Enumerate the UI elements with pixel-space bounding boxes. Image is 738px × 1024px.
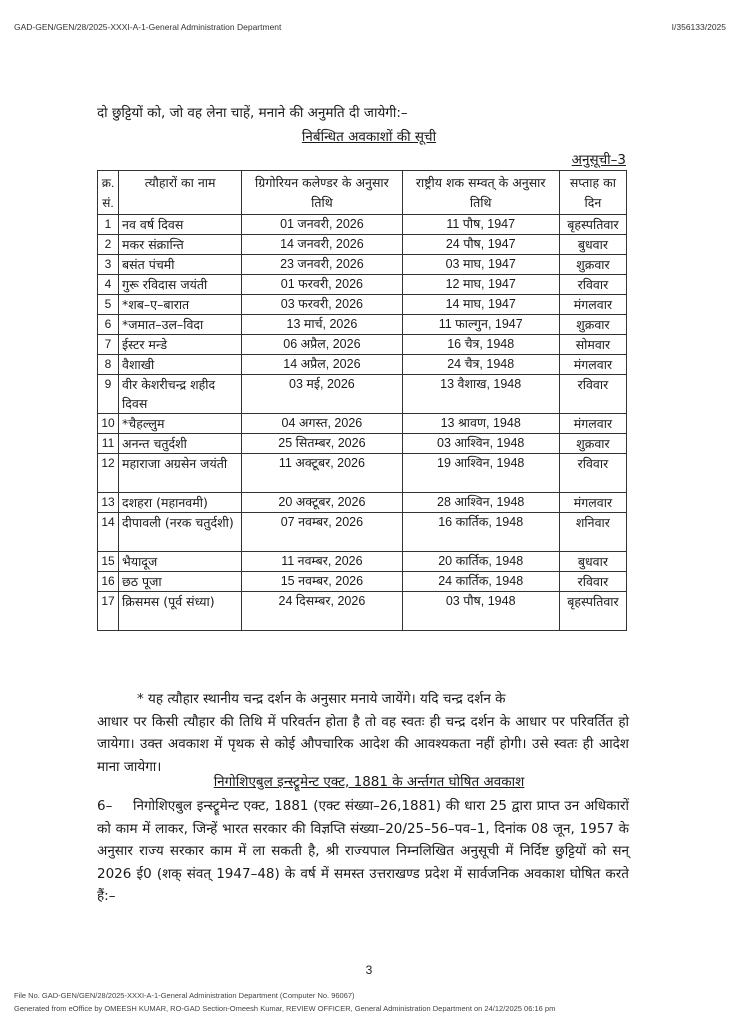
cell-festival-name: नव वर्ष दिवस bbox=[119, 215, 242, 235]
cell-festival-name: दशहरा (महानवमी) bbox=[119, 493, 242, 513]
cell-festival-name: गुरू रविदास जयंती bbox=[119, 275, 242, 295]
cell-festival-name: ईस्टर मन्डे bbox=[119, 335, 242, 355]
table-row bbox=[98, 255, 627, 275]
cell-gregorian-date: 07 नवम्बर, 2026 bbox=[242, 513, 402, 552]
page-number: 3 bbox=[365, 963, 373, 977]
negotiable-instruments-section-title bbox=[0, 772, 738, 790]
cell-saka-date: 24 कार्तिक, 1948 bbox=[402, 572, 559, 592]
cell-serial: 15 bbox=[98, 552, 119, 572]
cell-serial: 5 bbox=[98, 295, 119, 315]
schedule-label: अनुसूची–3 bbox=[571, 152, 626, 168]
cell-festival-name: मकर संक्रान्ति bbox=[119, 235, 242, 255]
cell-gregorian-date: 15 नवम्बर, 2026 bbox=[242, 572, 402, 592]
table-row bbox=[98, 552, 627, 572]
table-row bbox=[98, 215, 627, 235]
cell-saka-date: 13 श्रावण, 1948 bbox=[402, 414, 559, 434]
table-row bbox=[98, 572, 627, 592]
header-file-reference: GAD-GEN/GEN/28/2025-XXXI-A-1-General Administration Department bbox=[14, 22, 282, 32]
cell-serial: 9 bbox=[98, 375, 119, 414]
cell-saka-date: 24 पौष, 1947 bbox=[402, 235, 559, 255]
cell-gregorian-date: 04 अगस्त, 2026 bbox=[242, 414, 402, 434]
cell-festival-name: छठ पूजा bbox=[119, 572, 242, 592]
cell-weekday: शुक्रवार bbox=[559, 315, 626, 335]
header-serial: क्र. सं. bbox=[98, 171, 119, 215]
cell-gregorian-date: 24 दिसम्बर, 2026 bbox=[242, 592, 402, 631]
cell-festival-name: क्रिसमस (पूर्व संध्या) bbox=[119, 592, 242, 631]
footer-generated-info: Generated from eOffice by OMEESH KUMAR, RO-GAD Section-Omeesh Kumar, REVIEW OFFICER, General Administration Department on 24/12/2025 06:16 pm bbox=[14, 1004, 556, 1013]
paragraph-6 bbox=[97, 795, 629, 908]
cell-serial: 12 bbox=[98, 454, 119, 493]
cell-saka-date: 03 माघ, 1947 bbox=[402, 255, 559, 275]
table-row bbox=[98, 275, 627, 295]
cell-serial: 8 bbox=[98, 355, 119, 375]
cell-weekday: मंगलवार bbox=[559, 355, 626, 375]
cell-serial: 6 bbox=[98, 315, 119, 335]
cell-gregorian-date: 11 नवम्बर, 2026 bbox=[242, 552, 402, 572]
cell-serial: 11 bbox=[98, 434, 119, 454]
restricted-holidays-title bbox=[0, 127, 738, 145]
header-document-number: I/356133/2025 bbox=[671, 22, 726, 32]
header-festival-name: त्यौहारों का नाम bbox=[119, 171, 242, 215]
cell-gregorian-date: 25 सितम्बर, 2026 bbox=[242, 434, 402, 454]
cell-saka-date: 14 माघ, 1947 bbox=[402, 295, 559, 315]
paragraph-text: निगोशिएबुल इन्स्ट्रूमेन्ट एक्ट, 1881 (एक्ट संख्या–26,1881) की धारा 25 द्वारा प्राप्त उन अधिकारों को काम में लाकर, जिन्हें भारत सरकार की विज्ञप्ति संख्या–20/25–56–पव–1, दिनांक 08 जून, 1957 के अनुसार राज्य सरकार काम में ला सकती है, श्री राज्यपाल निम्नलिखित अनुसूची में निर्दिष्ट छुट्टियों को सन् 2026 ई0 (शक् संवत् 1947–48) के वर्ष में समस्त उत्तराखण्ड प्रदेश में सार्वजनिक अवकाश घोषित करते हैं:– bbox=[97, 798, 629, 904]
cell-serial: 14 bbox=[98, 513, 119, 552]
cell-weekday: बृहस्पतिवार bbox=[559, 215, 626, 235]
cell-weekday: मंगलवार bbox=[559, 295, 626, 315]
cell-serial: 10 bbox=[98, 414, 119, 434]
cell-serial: 2 bbox=[98, 235, 119, 255]
table-row bbox=[98, 454, 627, 493]
cell-serial: 16 bbox=[98, 572, 119, 592]
cell-serial: 17 bbox=[98, 592, 119, 631]
cell-festival-name: अनन्त चतुर्दशी bbox=[119, 434, 242, 454]
table-row bbox=[98, 434, 627, 454]
cell-weekday: बुधवार bbox=[559, 552, 626, 572]
cell-gregorian-date: 01 फरवरी, 2026 bbox=[242, 275, 402, 295]
cell-weekday: रविवार bbox=[559, 454, 626, 493]
header-weekday: सप्ताह का दिन bbox=[559, 171, 626, 215]
cell-weekday: शनिवार bbox=[559, 513, 626, 552]
cell-festival-name: वीर केशरीचन्द्र शहीद दिवस bbox=[119, 375, 242, 414]
restricted-holidays-table bbox=[97, 170, 627, 631]
cell-festival-name: दीपावली (नरक चतुर्दशी) bbox=[119, 513, 242, 552]
cell-saka-date: 12 माघ, 1947 bbox=[402, 275, 559, 295]
table-row bbox=[98, 355, 627, 375]
footnote-first-line: * यह त्यौहार स्थानीय चन्द्र दर्शन के अनुसार मनाये जायेंगे। यदि चन्द्र दर्शन के bbox=[137, 691, 506, 707]
cell-festival-name: महाराजा अग्रसेन जयंती bbox=[119, 454, 242, 493]
cell-weekday: सोमवार bbox=[559, 335, 626, 355]
table-row bbox=[98, 335, 627, 355]
cell-serial: 7 bbox=[98, 335, 119, 355]
cell-saka-date: 03 आश्विन, 1948 bbox=[402, 434, 559, 454]
table-row bbox=[98, 513, 627, 552]
cell-saka-date: 13 वैशाख, 1948 bbox=[402, 375, 559, 414]
cell-festival-name: *शब–ए–बारात bbox=[119, 295, 242, 315]
table-row bbox=[98, 235, 627, 255]
cell-gregorian-date: 03 मई, 2026 bbox=[242, 375, 402, 414]
cell-saka-date: 16 चैत्र, 1948 bbox=[402, 335, 559, 355]
cell-gregorian-date: 14 जनवरी, 2026 bbox=[242, 235, 402, 255]
cell-serial: 3 bbox=[98, 255, 119, 275]
footnote-rest: आधार पर किसी त्यौहार की तिथि में परिवर्तन होता है तो वह स्वतः ही चन्द्र दर्शन के आधार पर परिवर्तित हो जायेगा। उक्त अवकाश में पृथक से कोई औपचारिक आदेश की आवश्यकता नहीं होगी। उसे स्वतः ही आदेश माना जायेगा। bbox=[97, 713, 629, 775]
cell-weekday: मंगलवार bbox=[559, 493, 626, 513]
table-row bbox=[98, 315, 627, 335]
cell-gregorian-date: 01 जनवरी, 2026 bbox=[242, 215, 402, 235]
cell-saka-date: 20 कार्तिक, 1948 bbox=[402, 552, 559, 572]
cell-weekday: शुक्रवार bbox=[559, 434, 626, 454]
table-row bbox=[98, 414, 627, 434]
footnote bbox=[97, 688, 629, 778]
header-gregorian-date: ग्रिगोरियन कलेण्डर के अनुसार तिथि bbox=[242, 171, 402, 215]
cell-weekday: शुक्रवार bbox=[559, 255, 626, 275]
cell-saka-date: 16 कार्तिक, 1948 bbox=[402, 513, 559, 552]
footer-file-number: File No. GAD-GEN/GEN/28/2025-XXXI-A-1-General Administration Department (Computer No. 96067) bbox=[14, 991, 355, 1000]
cell-gregorian-date: 11 अक्टूबर, 2026 bbox=[242, 454, 402, 493]
cell-serial: 13 bbox=[98, 493, 119, 513]
cell-weekday: रविवार bbox=[559, 375, 626, 414]
cell-saka-date: 19 आश्विन, 1948 bbox=[402, 454, 559, 493]
table-header-row bbox=[98, 171, 627, 215]
cell-festival-name: भैयादूज bbox=[119, 552, 242, 572]
section-title-text: निगोशिएबुल इन्स्ट्रूमेन्ट एक्ट, 1881 के अर्न्तगत घोषित अवकाश bbox=[213, 774, 525, 790]
table-row bbox=[98, 493, 627, 513]
cell-gregorian-date: 03 फरवरी, 2026 bbox=[242, 295, 402, 315]
cell-serial: 1 bbox=[98, 215, 119, 235]
cell-gregorian-date: 14 अप्रैल, 2026 bbox=[242, 355, 402, 375]
header-saka-date: राष्ट्रीय शक सम्वत् के अनुसार तिथि bbox=[402, 171, 559, 215]
cell-gregorian-date: 13 मार्च, 2026 bbox=[242, 315, 402, 335]
cell-weekday: रविवार bbox=[559, 275, 626, 295]
cell-serial: 4 bbox=[98, 275, 119, 295]
cell-weekday: मंगलवार bbox=[559, 414, 626, 434]
table-row bbox=[98, 375, 627, 414]
cell-festival-name: बसंत पंचमी bbox=[119, 255, 242, 275]
cell-weekday: रविवार bbox=[559, 572, 626, 592]
paragraph-number: 6– bbox=[97, 798, 113, 814]
table-body bbox=[98, 215, 627, 631]
cell-saka-date: 28 आश्विन, 1948 bbox=[402, 493, 559, 513]
cell-weekday: बृहस्पतिवार bbox=[559, 592, 626, 631]
cell-gregorian-date: 23 जनवरी, 2026 bbox=[242, 255, 402, 275]
cell-gregorian-date: 20 अक्टूबर, 2026 bbox=[242, 493, 402, 513]
cell-festival-name: *चैहल्लुम bbox=[119, 414, 242, 434]
cell-saka-date: 03 पौष, 1948 bbox=[402, 592, 559, 631]
cell-saka-date: 11 पौष, 1947 bbox=[402, 215, 559, 235]
table-row bbox=[98, 592, 627, 631]
cell-festival-name: वैशाखी bbox=[119, 355, 242, 375]
cell-saka-date: 11 फाल्गुन, 1947 bbox=[402, 315, 559, 335]
cell-gregorian-date: 06 अप्रैल, 2026 bbox=[242, 335, 402, 355]
cell-saka-date: 24 चैत्र, 1948 bbox=[402, 355, 559, 375]
intro-line: दो छुट्टियों को, जो वह लेना चाहें, मनाने की अनुमति दी जायेगी:– bbox=[97, 105, 408, 121]
restricted-holidays-title-text: निर्बन्धित अवकाशों की सूची bbox=[301, 129, 437, 145]
table-row bbox=[98, 295, 627, 315]
cell-weekday: बुधवार bbox=[559, 235, 626, 255]
cell-festival-name: *जमात–उल–विदा bbox=[119, 315, 242, 335]
